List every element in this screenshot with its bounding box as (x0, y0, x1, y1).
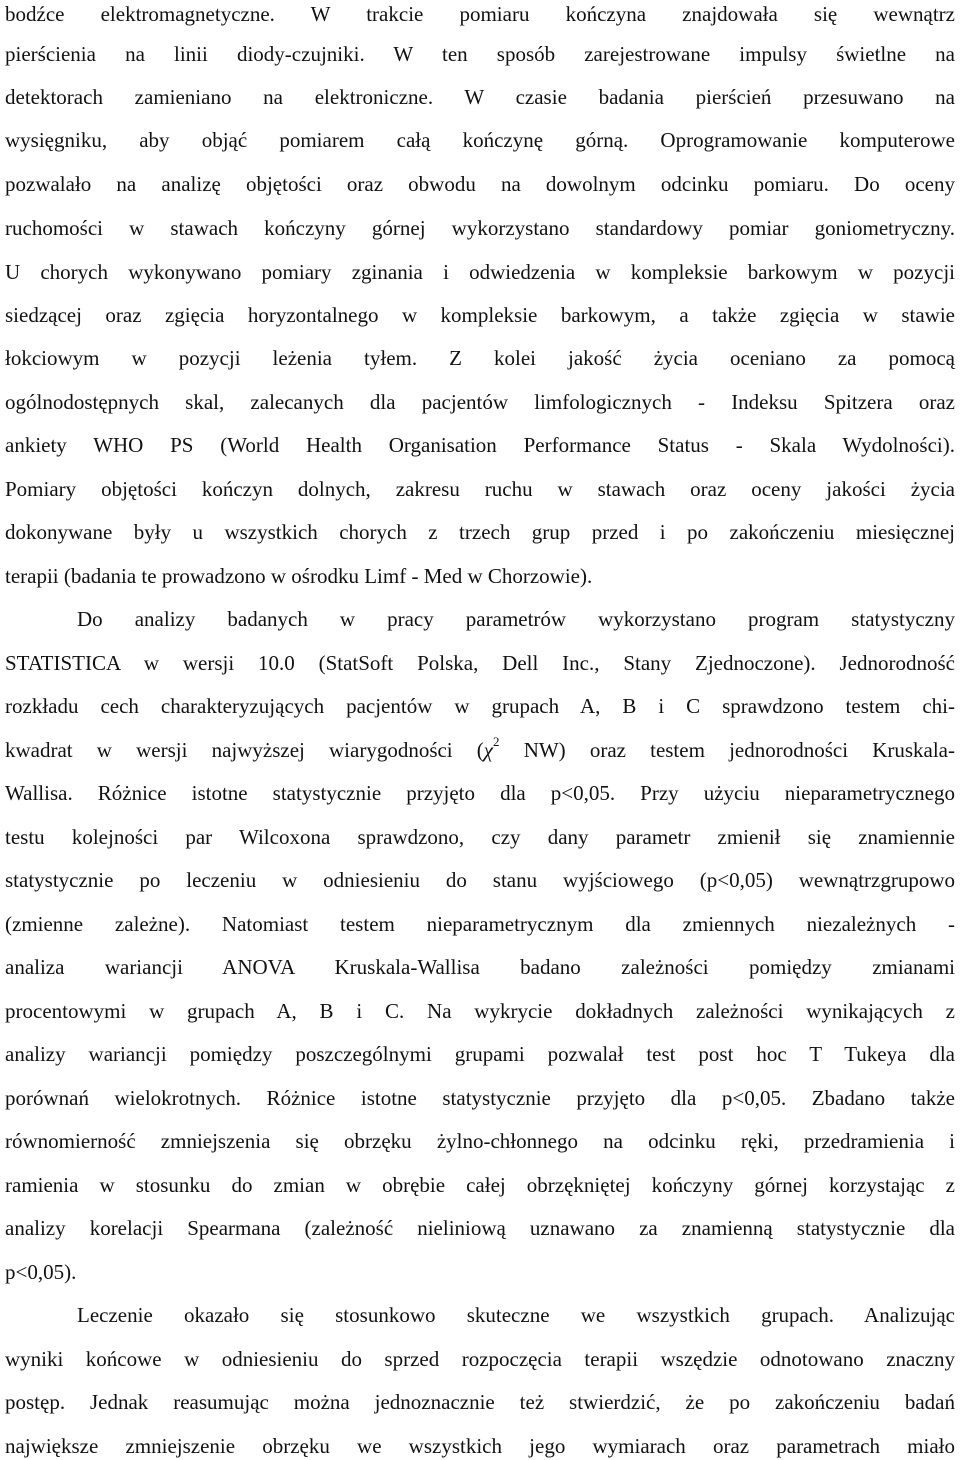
text-line: (zmienne zależne). Natomiast testem nieparametrycznym dla zmiennych niezależnych - (5, 912, 955, 936)
paragraph-first-line: Leczenie okazało się stosunkowo skuteczne we wszystkich grupach. Analizując (77, 1303, 955, 1327)
text-line: łokciowym w pozycji leżenia tyłem. Z kolei jakość życia oceniano za pomocą (5, 346, 955, 370)
text-segment: NW) oraz testem jednorodności Kruskala- (499, 738, 955, 762)
text-line: dokonywane były u wszystkich chorych z trzech grup przed i po zakończeniu miesięcznej (5, 520, 955, 544)
text-segment: kwadrat w wersji najwyższej wiarygodności ( (5, 738, 484, 762)
text-line: ramienia w stosunku do zmian w obrębie całej obrzękniętej kończyny górnej korzystając z (5, 1173, 955, 1197)
text-line: siedzącej oraz zgięcia horyzontalnego w kompleksie barkowym, a także zgięcia w stawie (5, 303, 955, 327)
text-line: p<0,05). (5, 1260, 77, 1284)
text-line: analizy korelacji Spearmana (zależność nieliniową uznawano za znamienną statystycznie dla (5, 1216, 955, 1240)
text-line: rozkładu cech charakteryzujących pacjentów w grupach A, B i C sprawdzono testem chi- (5, 694, 955, 718)
chi-symbol: χ (483, 738, 494, 762)
superscript: 2 (493, 734, 500, 749)
paragraph-first-line: Do analizy badanych w pracy parametrów wykorzystano program statystyczny (77, 607, 955, 631)
text-line: pozwalało na analizę objętości oraz obwodu na dowolnym odcinku pomiaru. Do oceny (5, 172, 955, 196)
text-line: wysięgniku, aby objąć pomiarem całą kończynę górną. Oprogramowanie komputerowe (5, 128, 955, 152)
text-line-with-formula (5, 736, 955, 764)
text-line: bodźce elektromagnetyczne. W trakcie pomiaru kończyna znajdowała się wewnątrz (5, 2, 955, 26)
text-line: ankiety WHO PS (World Health Organisation Performance Status - Skala Wydolności). (5, 433, 955, 457)
text-line: Pomiary objętości kończyn dolnych, zakresu ruchu w stawach oraz oceny jakości życia (5, 477, 955, 501)
text-line: testu kolejności par Wilcoxona sprawdzono, czy dany parametr zmienił się znamiennie (5, 825, 955, 849)
text-line: procentowymi w grupach A, B i C. Na wykrycie dokładnych zależności wynikających z (5, 999, 955, 1023)
text-line: największe zmniejszenie obrzęku we wszystkich jego wymiarach oraz parametrach miało (5, 1434, 955, 1458)
text-line: ruchomości w stawach kończyny górnej wykorzystano standardowy pomiar goniometryczny. (5, 216, 955, 240)
text-line: detektorach zamieniano na elektroniczne. W czasie badania pierścień przesuwano na (5, 85, 955, 109)
text-line: porównań wielokrotnych. Różnice istotne statystycznie przyjęto dla p<0,05. Zbadano także (5, 1086, 955, 1110)
text-line: ogólnodostępnych skal, zalecanych dla pacjentów limfologicznych - Indeksu Spitzera oraz (5, 390, 955, 414)
text-line: pierścienia na linii diody-czujniki. W ten sposób zarejestrowane impulsy świetlne na (5, 42, 955, 66)
text-line: wyniki końcowe w odniesieniu do sprzed rozpoczęcia terapii wszędzie odnotowano znaczny (5, 1347, 955, 1371)
text-line: STATISTICA w wersji 10.0 (StatSoft Polska, Dell Inc., Stany Zjednoczone). Jednorodność (5, 651, 955, 675)
text-line: terapii (badania te prowadzono w ośrodku Limf - Med w Chorzowie). (5, 564, 593, 588)
text-line: analiza wariancji ANOVA Kruskala-Wallisa badano zależności pomiędzy zmianami (5, 955, 955, 979)
text-line: analizy wariancji pomiędzy poszczególnymi grupami pozwalał test post hoc T Tukeya dla (5, 1042, 955, 1066)
text-line: statystycznie po leczeniu w odniesieniu do stanu wyjściowego (p<0,05) wewnątrzgrupowo (5, 868, 955, 892)
text-line: U chorych wykonywano pomiary zginania i odwiedzenia w kompleksie barkowym w pozycji (5, 260, 955, 284)
text-line: postęp. Jednak reasumując można jednoznacznie też stwierdzić, że po zakończeniu badań (5, 1390, 955, 1414)
text-line: równomierność zmniejszenia się obrzęku żylno-chłonnego na odcinku ręki, przedramienia i (5, 1129, 955, 1153)
text-line: Wallisa. Różnice istotne statystycznie przyjęto dla p<0,05. Przy użyciu nieparametrycznego (5, 781, 955, 805)
